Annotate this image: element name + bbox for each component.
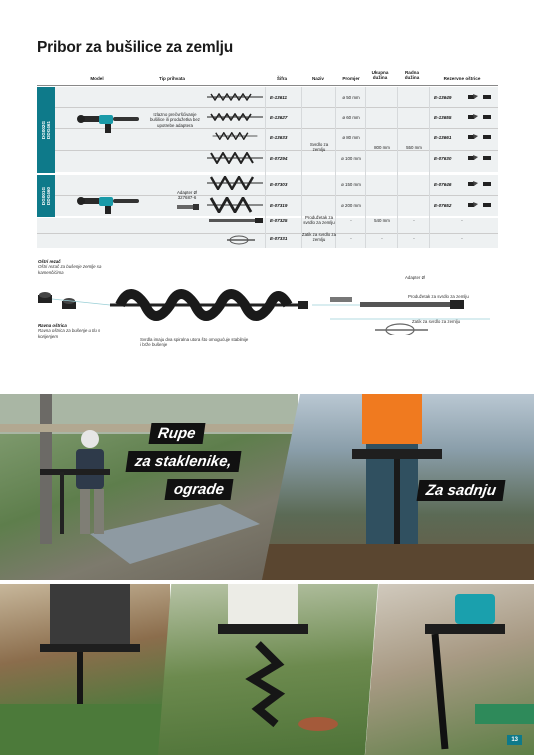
diameter-row2: ø 60 mm — [342, 115, 360, 120]
caption-planting: Za sadnju — [417, 480, 506, 501]
header-blade-length: Radna dužina — [404, 70, 420, 80]
spare-row6: E-07652 — [434, 203, 452, 208]
extension-blade-length: - — [413, 218, 415, 223]
group2-drive-text: Adapter Ø 327687-6 — [176, 190, 197, 201]
code-row2: E-13627 — [270, 115, 288, 120]
drill-unit-image — [75, 106, 145, 136]
diameter-row3: ø 80 mm — [342, 135, 360, 140]
spare-row3: E-13661 — [434, 135, 452, 140]
caption-greenhouses-line3: ograde — [165, 479, 234, 500]
diameter-row6: ø 200 mm — [341, 203, 361, 208]
spare-row5: E-07646 — [434, 182, 452, 187]
spare-row4: E-07630 — [434, 156, 452, 161]
spare-row2: E-13655 — [434, 115, 452, 120]
spare-blade-icon — [467, 180, 479, 187]
accessory-table — [37, 70, 498, 248]
code-row6: E-07319 — [270, 203, 288, 208]
extension-label: Produžetak za svrdlo za zemlju — [408, 294, 469, 299]
adapter-icon — [177, 204, 199, 210]
adapter-label: Adapter Ø — [405, 275, 426, 280]
auger-80-icon — [207, 132, 263, 140]
photo-fence-holes — [0, 394, 298, 580]
flat-blade-label: Ravna oštrica Ravna oštrica za bušenje u tlu s korijenjem — [38, 323, 101, 339]
photo-bottom-middle — [158, 584, 378, 755]
caption-greenhouses-line2: za staklenike, — [126, 451, 242, 472]
header-model: Model — [90, 76, 104, 81]
spare-blade-icon — [482, 93, 494, 100]
worker-drilling-illustration — [0, 394, 298, 580]
extension-diameter: - — [350, 218, 352, 223]
auger-diagram — [30, 255, 510, 365]
auger-60-icon — [207, 113, 263, 121]
pin-spare: - — [461, 236, 463, 241]
spare-blade-icon — [482, 113, 494, 120]
photo-bottom-left — [0, 584, 170, 755]
caption-greenhouses-line1: Rupe — [149, 423, 205, 444]
group1-total-length: 800 mm — [374, 145, 390, 150]
header-spare: Rezervne oštrice — [443, 76, 481, 81]
header-total-length: Ukupna dužina — [371, 70, 389, 80]
pin-total-length: - — [381, 236, 383, 241]
auger-150-icon — [207, 176, 263, 190]
pin-name: Zatik za svrdlo za zemlju — [301, 232, 337, 243]
table-header — [37, 70, 498, 86]
extension-total-length: 540 mm — [374, 218, 390, 223]
worker-yard-illustration — [0, 584, 170, 755]
auger-200-icon — [207, 197, 263, 213]
code-row4: E-07294 — [270, 156, 288, 161]
group1-blade-length: 550 mm — [406, 145, 422, 150]
model-tag-group1: DG002G DDG461 — [37, 87, 55, 173]
spare-blade-icon — [467, 133, 479, 140]
header-name: Naziv — [311, 76, 324, 81]
auger-50-icon — [207, 93, 263, 101]
code-row3: E-13633 — [270, 135, 288, 140]
header-diameter: Promjer — [342, 76, 360, 81]
extension-rod-icon — [209, 218, 263, 223]
code-row5: E-07303 — [270, 182, 288, 187]
spare-blade-icon — [467, 154, 479, 161]
extension-name: Produžetak za svrdlo za zemlju — [303, 215, 335, 226]
code-row1: E-13611 — [270, 95, 288, 100]
auger-assembly-illustration — [30, 275, 510, 335]
drill-unit-image — [75, 190, 145, 216]
page-title: Pribor za bušilice za zemlju — [37, 39, 233, 56]
header-code: Šifra — [276, 76, 288, 81]
header-drive: Tip prihvata — [159, 76, 185, 81]
code-row8: E-07331 — [270, 236, 288, 241]
spiral-description: Svrdla imaju dva spiralna utora što omogućuje stabilnije i brže bušenje — [140, 337, 249, 348]
spare-blade-icon — [482, 133, 494, 140]
model-tag-group2: DG001G DDG460 — [37, 175, 55, 217]
pin-icon — [227, 234, 257, 246]
photo-bottom-right — [365, 584, 534, 755]
group1-drive-text: Izlazno prečvršćivanje bušilice ili produžetka bez upotrebe adaptera — [149, 112, 201, 128]
spare-blade-icon — [467, 93, 479, 100]
tip-cutter-label: Oštri rezač Oštri rezač za bušenje zemlje sa kamenčićima — [38, 259, 102, 275]
pin-blade-length: - — [413, 236, 415, 241]
extension-spare: - — [461, 218, 463, 223]
auger-100-icon — [207, 152, 263, 164]
page-number: 13 — [507, 735, 522, 745]
pin-diameter: - — [350, 236, 352, 241]
spare-blade-icon — [482, 201, 494, 208]
pin-label: Zatik za svrdlo za zemlju — [412, 319, 461, 324]
worker-closeup-illustration — [365, 584, 534, 755]
diameter-row1: ø 50 mm — [342, 95, 360, 100]
spare-blade-icon — [467, 113, 479, 120]
diameter-row4: ø 100 mm — [341, 156, 361, 161]
spare-blade-icon — [467, 201, 479, 208]
code-row7: E-07325 — [270, 218, 288, 223]
spare-blade-icon — [482, 154, 494, 161]
spare-blade-icon — [482, 180, 494, 187]
spare-row1: E-13649 — [434, 95, 452, 100]
group1-name: Svrdlo za zemlju — [309, 142, 329, 153]
worker-garden-illustration — [158, 584, 378, 755]
diameter-row5: ø 150 mm — [341, 182, 361, 187]
